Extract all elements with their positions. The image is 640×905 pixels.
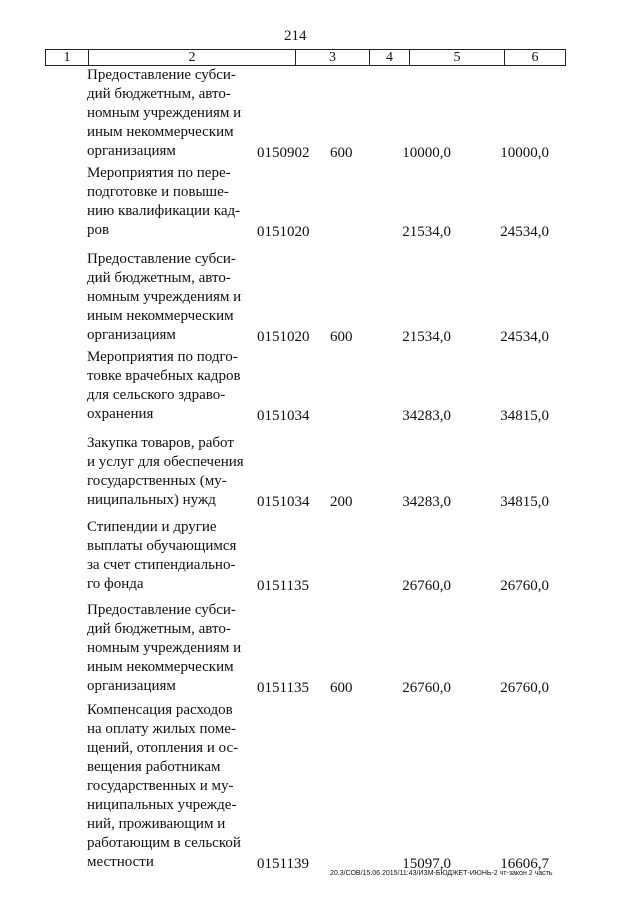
- description-line: иным некоммерческим: [87, 659, 234, 675]
- footer-note: 20.3/СОВ/15.06.2015/11:43/ИЗМ-БЮДЖЕТ-ИЮНЬ-2 чт-закон 2 часть: [330, 870, 553, 877]
- row-description: [87, 66, 242, 161]
- row-description: [87, 434, 244, 510]
- description-line: дий бюджетным, авто-: [87, 86, 231, 102]
- row-description: [87, 701, 239, 872]
- description-line: номным учреждениям и: [87, 289, 242, 305]
- description-line: Мероприятия по подго-: [87, 349, 238, 365]
- header-col-3: 3: [296, 50, 370, 65]
- description-line: Предоставление субси-: [87, 251, 236, 267]
- description-line: ний, проживающим и: [87, 816, 226, 832]
- header-col-4: 4: [370, 50, 410, 65]
- description-line: ниципальных) нужд: [87, 492, 216, 508]
- description-line: Мероприятия по пере-: [87, 165, 231, 181]
- description-line: номным учреждениям и: [87, 640, 242, 656]
- description-line: Закупка товаров, работ: [87, 435, 234, 451]
- header-col-2: 2: [89, 50, 296, 65]
- description-line: щений, отопления и ос-: [87, 740, 239, 756]
- row-code: 0151034: [257, 494, 310, 510]
- description-line: товке врачебных кадров: [87, 368, 241, 384]
- header-col-5: 5: [410, 50, 505, 65]
- description-line: охранения: [87, 406, 154, 422]
- row-value-col6: 10000,0: [500, 145, 549, 161]
- description-line: организациям: [87, 143, 176, 159]
- row-value-col5: 34283,0: [402, 494, 451, 510]
- description-line: за счет стипендиально-: [87, 557, 236, 573]
- description-line: и услуг для обеспечения: [87, 454, 244, 470]
- row-expense-type: 600: [330, 145, 353, 161]
- description-line: го фонда: [87, 576, 144, 592]
- row-code: 0151135: [257, 680, 309, 696]
- table-header: [45, 49, 566, 66]
- description-line: ров: [87, 222, 110, 238]
- row-expense-type: 200: [330, 494, 353, 510]
- row-code: 0151020: [257, 224, 310, 240]
- row-value-col6: 34815,0: [500, 408, 549, 424]
- description-line: вещения работникам: [87, 759, 221, 775]
- description-line: иным некоммерческим: [87, 308, 234, 324]
- row-value-col5: 26760,0: [402, 578, 451, 594]
- description-line: для сельского здраво-: [87, 387, 226, 403]
- row-value-col5: 15097,0: [402, 856, 451, 872]
- row-value-col6: 26760,0: [500, 578, 549, 594]
- description-line: дий бюджетным, авто-: [87, 621, 231, 637]
- row-code: 0151135: [257, 578, 309, 594]
- description-line: государственных (му-: [87, 473, 227, 489]
- description-line: Предоставление субси-: [87, 602, 236, 618]
- row-description: [87, 348, 239, 424]
- row-value-col6: 24534,0: [500, 224, 549, 240]
- row-value-col5: 10000,0: [402, 145, 451, 161]
- row-value-col5: 21534,0: [402, 329, 451, 345]
- description-line: местности: [87, 854, 154, 870]
- description-line: выплаты обучающимся: [87, 538, 237, 554]
- description-line: иным некоммерческим: [87, 124, 234, 140]
- row-code: 0150902: [257, 145, 310, 161]
- description-line: на оплату жилых поме-: [87, 721, 236, 737]
- row-value-col6: 24534,0: [500, 329, 549, 345]
- description-line: номным учреждениям и: [87, 105, 242, 121]
- row-code: 0151020: [257, 329, 310, 345]
- description-line: государственных и му-: [87, 778, 234, 794]
- row-value-col5: 26760,0: [402, 680, 451, 696]
- page-number: 214: [284, 28, 307, 44]
- description-line: ниципальных учрежде-: [87, 797, 237, 813]
- row-description: [87, 601, 242, 696]
- header-col-1: 1: [46, 50, 89, 65]
- row-description: [87, 164, 239, 240]
- description-line: подготовке и повыше-: [87, 184, 229, 200]
- row-expense-type: 600: [330, 680, 353, 696]
- row-code: 0151034: [257, 408, 310, 424]
- description-line: Стипендии и другие: [87, 519, 217, 535]
- description-line: работающим в сельской: [87, 835, 241, 851]
- description-line: организациям: [87, 678, 176, 694]
- row-value-col6: 26760,0: [500, 680, 549, 696]
- description-line: дий бюджетным, авто-: [87, 270, 231, 286]
- header-col-6: 6: [531, 50, 539, 65]
- row-value-col5: 34283,0: [402, 408, 451, 424]
- row-value-col5: 21534,0: [402, 224, 451, 240]
- description-line: нию квалификации кад-: [87, 203, 241, 219]
- description-line: Предоставление субси-: [87, 67, 236, 83]
- row-expense-type: 600: [330, 329, 353, 345]
- description-line: организациям: [87, 327, 176, 343]
- row-description: [87, 518, 239, 594]
- description-line: Компенсация расходов: [87, 702, 233, 718]
- row-value-col6: 34815,0: [500, 494, 549, 510]
- row-value-col6: 16606,7: [500, 856, 549, 872]
- row-code: 0151139: [257, 856, 309, 872]
- row-description: [87, 250, 242, 345]
